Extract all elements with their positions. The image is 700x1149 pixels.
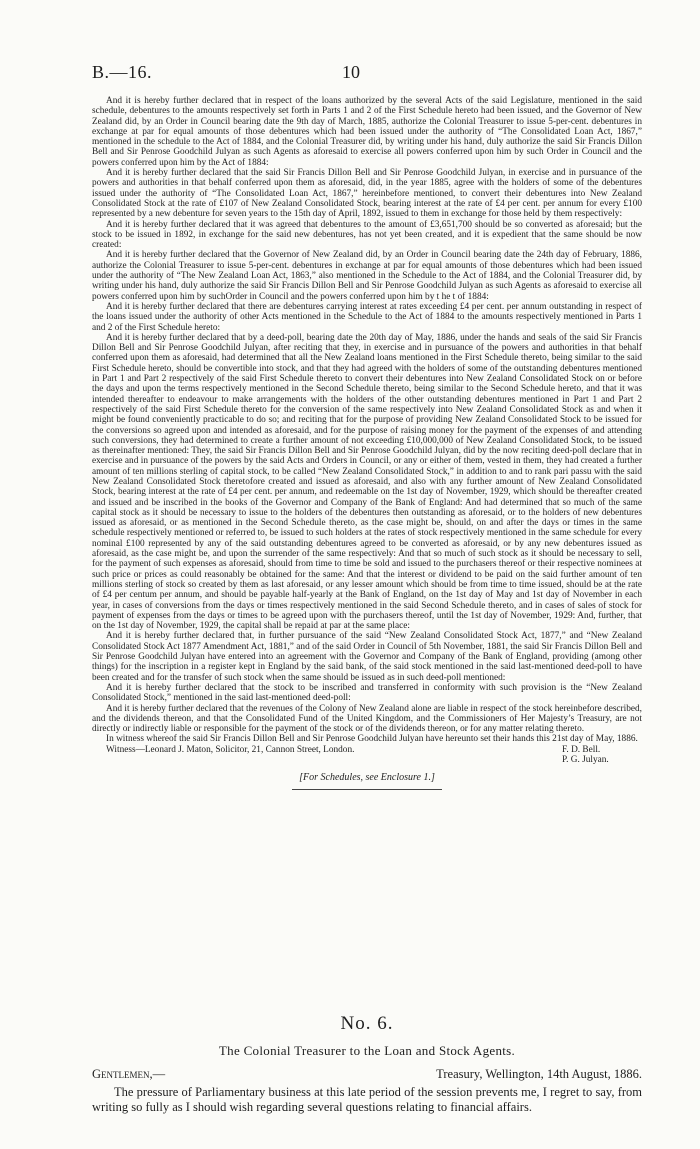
document-reference: B.—16. xyxy=(92,62,153,82)
letter-number: No. 6. xyxy=(340,1013,394,1034)
paragraph: And it is hereby further declared that in respect of the loans authorized by the several Acts of the said Legislature, mentioned in the said schedule, debentures to the amounts respectively set forth in Parts 1 and 2 of the First Schedule hereto had been issued, and the Governor of New Zealand did, by an Order in Council bearing date the 9th day of March, 1885, authorize the Colonial Treasurer to issue 5-per-cent. debentures in exchange at par for equal amounts of those debentures which had been issued under the authority of “The Consolidated Loan Act, 1867,” mentioned in the schedule to the Act of 1884, and the Colonial Treasurer did, by writing under his hand, duly authorize the said Sir Francis Dillon Bell and Sir Penrose Goodchild Julyan as such Agents as aforesaid to exercise all powers conferred upon him by such Order in Council and the powers conferred upon him by the Act of 1884: xyxy=(92,96,642,168)
witness-statement: In witness whereof the said Sir Francis Dillon Bell and Sir Penrose Goodchild Julyan have hereunto set their hands this 21st day of May, 1886. xyxy=(106,734,638,745)
divider xyxy=(292,789,442,790)
paragraph: And it is hereby further declared that the revenues of the Colony of New Zealand alone are liable in respect of the stock hereinbefore described, and the dividends thereon, and that the Consolidated Fund of the United Kingdom, and the Commissioners of Her Majesty’s Treasury, are not directly or indirectly liable or responsible for the payment of the stock or of the dividends thereon, or for any matter relating thereto. xyxy=(92,703,642,735)
salutation-row xyxy=(92,1067,642,1083)
letter-title: The Colonial Treasurer to the Loan and Stock Agents. xyxy=(218,1043,516,1058)
page-header xyxy=(92,62,634,86)
paragraph: And it is hereby further declared that the Governor of New Zealand did, by an Order in Council bearing date the 24th day of February, 1886, authorize the Colonial Treasurer to issue 5-per-cent. debentures in exchange at par for equal amounts of those debentures which had been issued under the authority of “The New Zealand Loan Act, 1863,” also mentioned in the Schedule to the Act of 1884, and the Colonial Treasurer did, by writing under his hand, duly authorize the said Sir Francis Dillon Bell and Sir Penrose Goodchild Julyan as such Agents as aforesaid to exercise all powers conferred upon him by suchOrder in Council and the powers conferred upon him by t he t of 1884: xyxy=(92,250,642,302)
paragraph: And it is hereby further declared that the said Sir Francis Dillon Bell and Sir Penrose Goodchild Julyan, in exercise and in pursuance of the powers and authorities in that behalf conferred upon them as aforesaid, did, in the year 1885, agree with the holders of some of the debentures issued under the authority of “The Consolidated Loan Act, 1867,” hereinbefore mentioned, to convert their debentures into New Zealand Consolidated Stock at the rate of £107 of New Zealand Consolidated Stock, bearing interest at the rate of £4 per cent. per annum for every £100 represented by a new debenture for seven years to the 15th day of April, 1892, issued to them in exchange for those held by them respectively: xyxy=(92,168,642,220)
schedule-note: [For Schedules, see Enclosure 1.] xyxy=(299,771,435,783)
paragraph: And it is hereby further declared that, in further pursuance of the said “New Zealand Consolidated Stock Act, 1877,” and “New Zealand Consolidated Stock Act 1877 Amendment Act, 1881,” and of the said Order in Council of 5th November, 1881, the said Sir Francis Dillon Bell and Sir Penrose Goodchild Julyan have entered into an agreement with the Governor and Company of the Bank of England, providing (among other things) for the inscription in a register kept in England by the said bank, of the said stock mentioned in the said last-mentioned deed-poll to have been created and for the transfer of such stock when the same should be issued as in such deed-poll mentioned: xyxy=(92,631,642,683)
signatures xyxy=(562,745,642,766)
letter-section xyxy=(92,1013,642,1115)
witness-column xyxy=(92,745,512,755)
page-number: 10 xyxy=(342,62,360,82)
paragraph: And it is hereby further declared that it was agreed that debentures to the amount of £3,651,700 should be so converted as aforesaid; but the stock to be issued in 1892, in exchange for the said new debentures, has not yet been created, and it is expedient that the same should be now created: xyxy=(92,219,642,251)
witness-line: Witness—Leonard J. Maton, Solicitor, 21, Cannon Street, London. xyxy=(106,744,355,755)
paragraph: And it is hereby further declared that there are debentures carrying interest at rates exceeding £4 per cent. per annum outstanding in respect of the loans issued under the authority of other Acts mentioned in the Schedule to the Act of 1884 to the amounts respectively mentioned in Parts 1 and 2 of the First Schedule hereto: xyxy=(92,301,642,333)
signature-block xyxy=(92,745,642,767)
dateline: Treasury, Wellington, 14th August, 1886. xyxy=(436,1067,642,1081)
paragraph: And it is hereby further declared that the stock to be inscribed and transferred in conformity with such provision is the “New Zealand Consolidated Stock,” mentioned in the said last-mentioned deed-poll: xyxy=(92,682,642,704)
paragraph: And it is hereby further declared that by a deed-poll, bearing date the 20th day of May, 1886, under the hands and seals of the said Sir Francis Dillon Bell and Sir Penrose Goodchild Julyan, after reciting that they, in exercise and in pursuance of the powers and authorities in that behalf conferred upon them as aforesaid, had determined that all the New Zealand loans mentioned in the First Schedule thereto, being similar to the said First Schedule hereto, should be convertible into stock, and that they had agreed with the holders of some of the outstanding debentures mentioned in Part 1 and Part 2 respectively of the said First Schedule thereto to convert their debentures into New Zealand Consolidated Stock on or before the days and upon the terms respectively mentioned in the Second Schedule thereto, being similar to the Second Schedule hereto, and that it was intended thereafter to endeavour to make arrangements with the holders of the other outstanding debentures mentioned in Part 1 and Part 2 respectively of the said First Schedule thereto for the conversion of the same respectively into New Zealand Consolidated Stock as and when it might be found conveniently practicable to do so; and reciting that for the purpose of providing New Zealand Consolidated Stock to be issued for the conversions so agreed upon and intended as aforesaid, and for the purpose of raising money for the payment of the expenses of and attending such conversions, they had determined to create a further amount of not exceeding £10,000,000 of New Zealand Consolidated Stock, to be issued as thereinafter mentioned: They, the said Sir Francis Dillon Bell and Sir Penrose Goodchild Julyan, did by the now reciting deed-poll declare that in exercise and in pursuance of the powers by the said Acts and Orders in Council, or any or either of them, vested in them, they had created a further amount of ten millions sterling of capital stock, to be called “New Zealand Consolidated Stock,” in addition to and to rank pari passu with the said New Zealand Consolidated Stock theretofore created and issued as aforesaid, and also with any further amount of New Zealand Consolidated Stock, bearing interest at the rate of £4 per cent. per annum, and redeemable on the 1st day of November, 1929, which should be thereafter created and issued and be inscribed in the books of the Governor and Company of the Bank of England: And had determined that so much of the same capital stock as it should be necessary to issue to the holders of the debentures then outstanding as aforesaid, or to the holders of new debentures issued as aforesaid, or as mentioned in the Second Schedule thereto, as the case might be, should, on and after the days or times in the same schedule respectively mentioned or referred to, be issued to such holders at the rates of stock respectively mentioned in the same schedule for every nominal £100 represented by any of the said outstanding debentures agreed to be converted as aforesaid, or by any new debentures issued as aforesaid, as the case might be, and upon the surrender of the same respectively: And that so much of such stock as it should be necessary to sell, for the payment of such expenses as aforesaid, should from time to time be sold and issued to the purchasers thereof or their respective nominees at such price or prices as could reasonably be obtained for the same: And that the interest or dividend to be paid on the said further amount of ten millions sterling of stock so created by them as last aforesaid, or any lesser amount which should be from time to time issued, should be at the rate of £4 per centum per annum, and should be payable half-yearly at the Bank of England, on the 1st day of May and 1st day of November in each year, in cases of conversions from the days or times respectively mentioned in the said Second Schedule thereto, and in cases of sales of stock for payment of expenses from the days or times to be agreed upon with the purchasers thereof, until the 1st day of November, 1929: And, further, that on the 1st day of November, 1929, the capital shall be repaid at par at the same place: xyxy=(92,332,642,632)
declaration-body xyxy=(92,96,642,790)
signature-bell: F. D. Bell. xyxy=(562,744,601,755)
salutation: Gentlemen,— xyxy=(92,1067,166,1081)
letter-body: The pressure of Parliamentary business at this late period of the session prevents me, I regret to say, from writing so fully as I should wish regarding several questions relating to financial affairs. xyxy=(92,1085,642,1114)
signature-julyan: P. G. Julyan. xyxy=(562,755,609,765)
